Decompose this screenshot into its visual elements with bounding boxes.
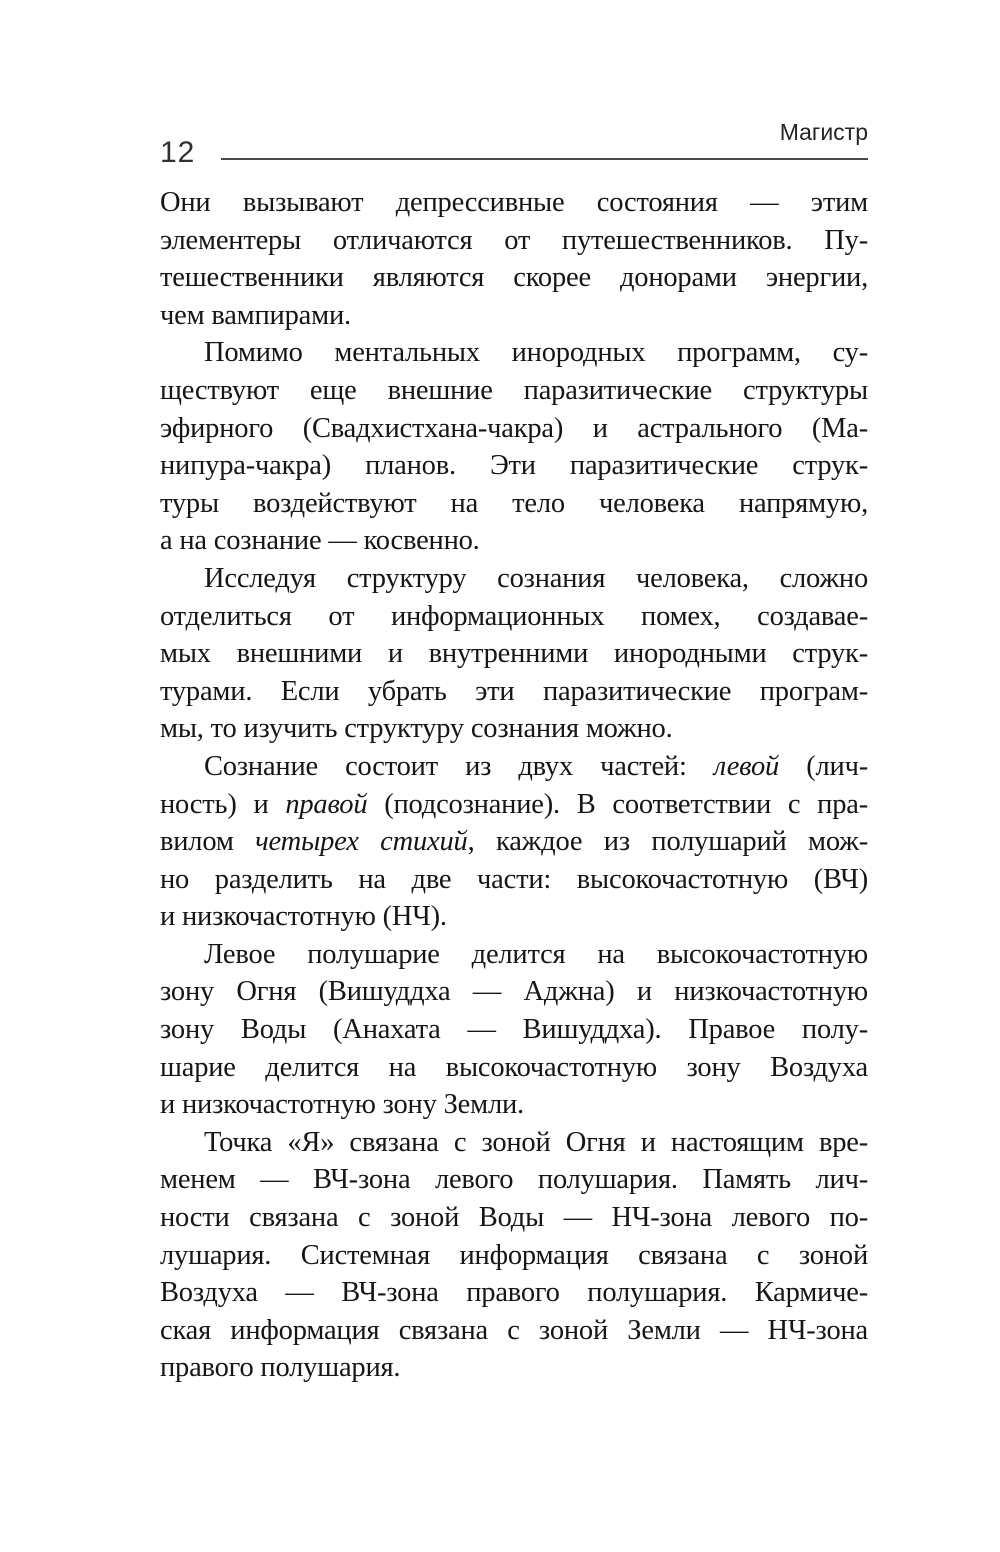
text-line	[160, 936, 868, 974]
text-segment: а на сознание — косвенно.	[160, 525, 480, 557]
text-segment: и низкочастотную зону Земли.	[160, 1089, 524, 1121]
text-segment: (подсознание). В соответствии с пра-	[367, 788, 868, 820]
text-segment: менем — ВЧ-зона левого полушария. Память лич-	[160, 1164, 868, 1196]
text-line	[160, 1349, 868, 1387]
text-line	[160, 1237, 868, 1275]
text-line	[160, 1049, 868, 1087]
text-line	[160, 1086, 868, 1124]
text-segment: и низкочастотную (НЧ).	[160, 901, 447, 933]
text-line	[160, 1274, 868, 1312]
text-segment: туры воздействуют на тело человека напрямую,	[160, 487, 868, 519]
text-line	[160, 635, 868, 673]
text-segment: мы, то изучить структуру сознания можно.	[160, 713, 673, 745]
text-line	[160, 823, 868, 861]
text-line	[160, 1199, 868, 1237]
emphasized-text: четырех стихий	[255, 826, 468, 858]
emphasized-text: правой	[285, 788, 368, 820]
text-line	[160, 1011, 868, 1049]
text-segment: лушария. Системная информация связана с зоной	[160, 1239, 868, 1271]
text-segment: вилом	[160, 826, 256, 858]
text-segment: Исследуя структуру сознания человека, сложно	[204, 562, 868, 594]
text-segment: турами. Если убрать эти паразитические програм-	[160, 675, 868, 707]
text-segment: но разделить на две части: высокочастотную (ВЧ)	[160, 863, 868, 895]
text-segment: шарие делится на высокочастотную зону Воздуха	[160, 1051, 868, 1083]
text-line	[160, 710, 868, 748]
text-segment: чем вампирами.	[160, 299, 351, 331]
text-segment: ская информация связана с зоной Земли — НЧ-зона	[160, 1314, 868, 1346]
text-segment: правого полушария.	[160, 1352, 401, 1384]
text-line	[160, 222, 868, 260]
text-line	[160, 973, 868, 1011]
text-line	[160, 447, 868, 485]
text-segment: ности связана с зоной Воды — НЧ-зона левого по-	[160, 1202, 868, 1234]
text-segment: , каждое из полушарий мож-	[467, 826, 868, 858]
text-line	[160, 1312, 868, 1350]
text-segment: Сознание состоит из двух частей:	[204, 750, 714, 782]
text-line	[160, 898, 868, 936]
text-line	[160, 522, 868, 560]
text-segment: (лич-	[779, 750, 869, 782]
body-text	[160, 184, 868, 1387]
text-line	[160, 1124, 868, 1162]
text-line	[160, 184, 868, 222]
text-segment: Точка «Я» связана с зоной Огня и настоящим вре-	[204, 1126, 868, 1158]
text-line	[160, 259, 868, 297]
header-rule	[221, 158, 868, 160]
text-segment: Левое полушарие делится на высокочастотную	[204, 938, 868, 970]
text-segment: мых внешними и внутренними инородными струк-	[160, 638, 868, 670]
text-line	[160, 673, 868, 711]
text-line	[160, 598, 868, 636]
text-segment: зону Огня (Вишуддха — Аджна) и низкочастотную	[160, 976, 868, 1008]
text-line	[160, 297, 868, 335]
text-segment: тешественники являются скорее донорами энергии,	[160, 262, 868, 294]
text-segment: Они вызывают депрессивные состояния — этим	[160, 187, 868, 218]
text-segment: ществуют еще внешние паразитические структуры	[160, 374, 868, 406]
emphasized-text: левой	[713, 750, 780, 782]
text-segment: Помимо ментальных инородных программ, су-	[204, 337, 868, 369]
text-line	[160, 410, 868, 448]
text-line	[160, 485, 868, 523]
text-line	[160, 372, 868, 410]
text-segment: ность) и	[160, 788, 286, 820]
text-line	[160, 1161, 868, 1199]
text-segment: отделиться от информационных помех, создавае-	[160, 600, 868, 632]
text-line	[160, 334, 868, 372]
text-segment: Воздуха — ВЧ-зона правого полушария. Кармиче-	[160, 1277, 868, 1309]
page-number: 12	[160, 136, 196, 169]
text-line	[160, 748, 868, 786]
text-line	[160, 861, 868, 899]
text-segment: эфирного (Свадхистхана-чакра) и астрального (Ма-	[160, 412, 868, 444]
text-segment: зону Воды (Анахата — Вишуддха). Правое полу-	[160, 1014, 868, 1046]
text-line	[160, 560, 868, 598]
running-title: Магистр	[779, 119, 868, 145]
text-line	[160, 786, 868, 824]
text-segment: нипура-чакра) планов. Эти паразитические струк-	[160, 450, 868, 482]
text-segment: элементеры отличаются от путешественников. Пу-	[160, 224, 868, 256]
